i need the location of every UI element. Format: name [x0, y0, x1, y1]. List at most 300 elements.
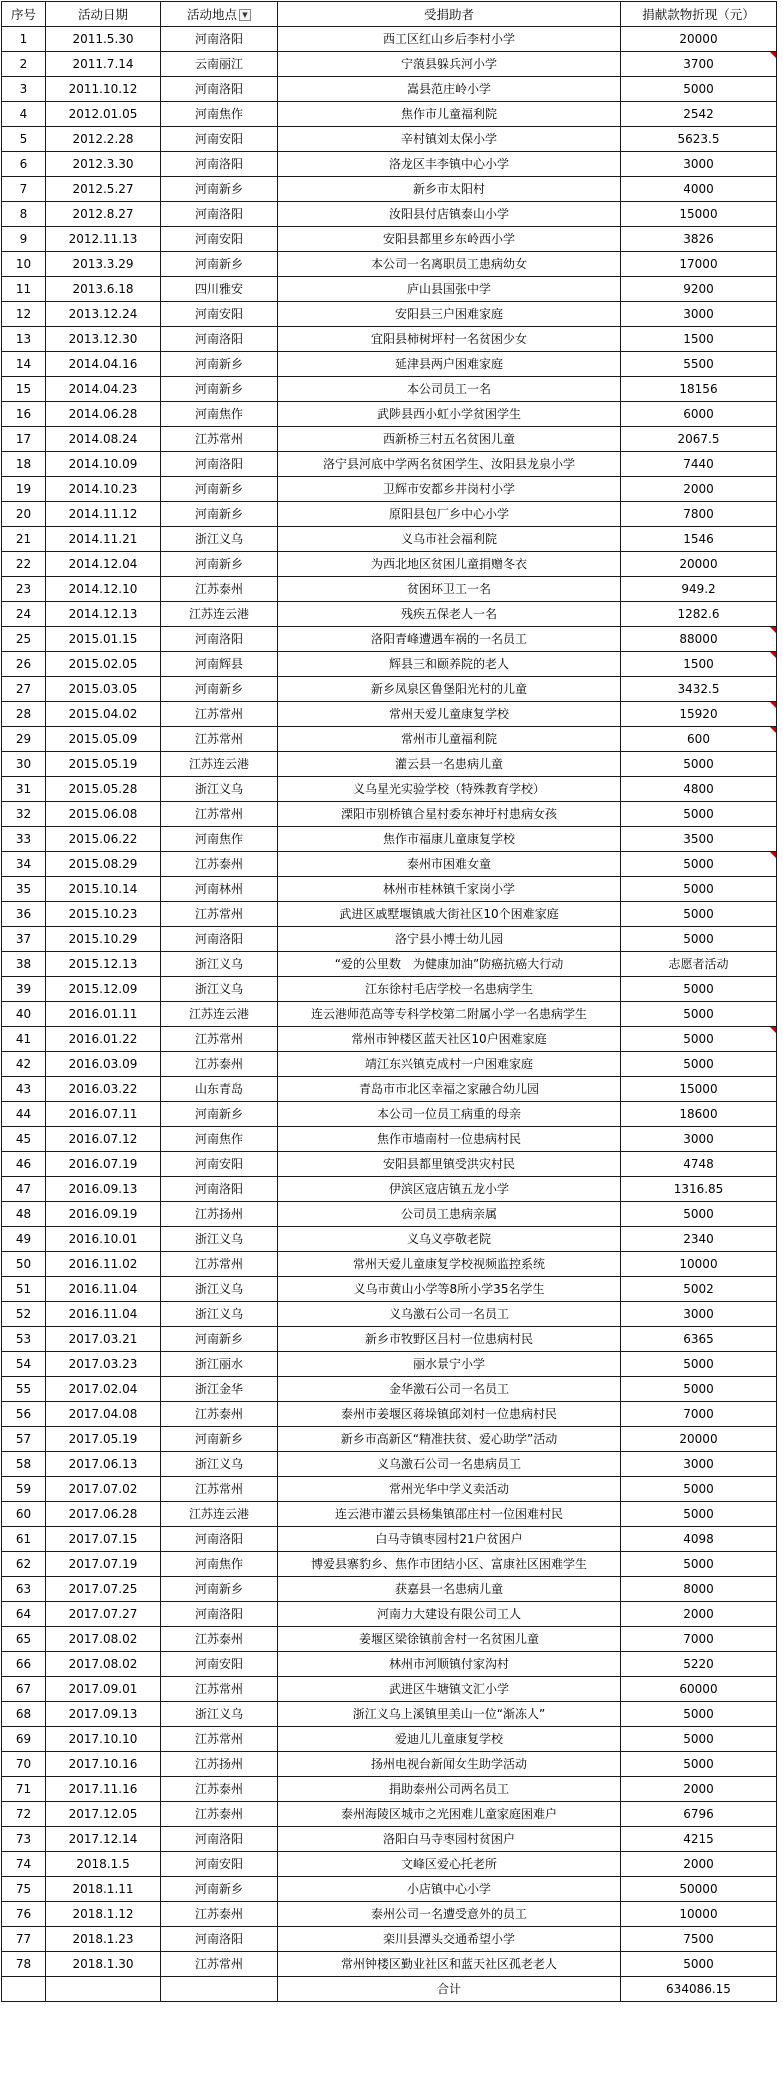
- table-row: [2, 702, 777, 727]
- place-cell: 江苏常州: [161, 1727, 278, 1752]
- place-cell: 河南洛阳: [161, 452, 278, 477]
- amount-cell: 20000: [621, 27, 777, 52]
- table-row: [2, 202, 777, 227]
- amount-cell: 600: [621, 727, 777, 752]
- recipient-cell: 宜阳县柿树坪村一名贫困少女: [278, 327, 621, 352]
- col-header-date: 活动日期: [46, 2, 161, 27]
- recipient-cell: 本公司一位员工病重的母亲: [278, 1102, 621, 1127]
- recipient-cell: 义乌激石公司一名患病员工: [278, 1452, 621, 1477]
- place-cell: 河南安阳: [161, 227, 278, 252]
- date-cell: 2014.06.28: [46, 402, 161, 427]
- amount-cell: 5000: [621, 1002, 777, 1027]
- amount-cell: 5000: [621, 1502, 777, 1527]
- amount-cell: 志愿者活动: [621, 952, 777, 977]
- amount-cell: 60000: [621, 1677, 777, 1702]
- amount-cell: 4748: [621, 1152, 777, 1177]
- recipient-cell: 卫辉市安都乡井岗村小学: [278, 477, 621, 502]
- amount-cell: 5220: [621, 1652, 777, 1677]
- table-row: [2, 77, 777, 102]
- amount-cell: 3700: [621, 52, 777, 77]
- row-number-cell: 58: [2, 1452, 46, 1477]
- recipient-cell: 辉县三和颐养院的老人: [278, 652, 621, 677]
- row-number-cell: 10: [2, 252, 46, 277]
- place-cell: 河南洛阳: [161, 152, 278, 177]
- table-row: [2, 152, 777, 177]
- date-cell: 2011.5.30: [46, 27, 161, 52]
- table-row: [2, 1077, 777, 1102]
- recipient-cell: 义乌市黄山小学等8所小学35名学生: [278, 1277, 621, 1302]
- place-cell: 浙江义乌: [161, 777, 278, 802]
- row-number-cell: 16: [2, 402, 46, 427]
- amount-cell: 8000: [621, 1577, 777, 1602]
- place-cell: 河南新乡: [161, 1877, 278, 1902]
- amount-cell: 5000: [621, 1027, 777, 1052]
- row-number-cell: 39: [2, 977, 46, 1002]
- table-row: [2, 302, 777, 327]
- amount-cell: 2542: [621, 102, 777, 127]
- date-cell: 2014.11.21: [46, 527, 161, 552]
- row-number-cell: 78: [2, 1952, 46, 1977]
- table-row: [2, 1352, 777, 1377]
- place-cell: 河南洛阳: [161, 927, 278, 952]
- recipient-cell: 洛宁县河底中学两名贫困学生、汝阳县龙泉小学: [278, 452, 621, 477]
- date-cell: 2011.7.14: [46, 52, 161, 77]
- place-cell: 江苏连云港: [161, 752, 278, 777]
- recipient-cell: 庐山县国张中学: [278, 277, 621, 302]
- date-cell: 2017.07.02: [46, 1477, 161, 1502]
- place-cell: 江苏泰州: [161, 1627, 278, 1652]
- place-cell: 河南洛阳: [161, 202, 278, 227]
- table-row: [2, 1752, 777, 1777]
- place-cell: 江苏常州: [161, 427, 278, 452]
- amount-cell: 5000: [621, 752, 777, 777]
- place-cell: 河南洛阳: [161, 627, 278, 652]
- place-cell: 河南安阳: [161, 302, 278, 327]
- place-cell: 河南安阳: [161, 1852, 278, 1877]
- date-cell: 2012.2.28: [46, 127, 161, 152]
- table-row: [2, 752, 777, 777]
- row-number-cell: 7: [2, 177, 46, 202]
- row-number-cell: 1: [2, 27, 46, 52]
- amount-cell: 3432.5: [621, 677, 777, 702]
- recipient-cell: 常州天爱儿童康复学校视频监控系统: [278, 1252, 621, 1277]
- date-cell: 2015.04.02: [46, 702, 161, 727]
- date-cell: 2017.02.04: [46, 1377, 161, 1402]
- recipient-cell: 溧阳市别桥镇合星村委东神圩村患病女孩: [278, 802, 621, 827]
- recipient-cell: 青岛市市北区幸福之家融合幼儿园: [278, 1077, 621, 1102]
- amount-cell: 3000: [621, 302, 777, 327]
- date-cell: 2017.07.15: [46, 1527, 161, 1552]
- date-cell: 2015.12.13: [46, 952, 161, 977]
- place-cell: 河南洛阳: [161, 27, 278, 52]
- row-number-cell: 33: [2, 827, 46, 852]
- date-cell: 2017.07.27: [46, 1602, 161, 1627]
- recipient-cell: 义乌市社会福利院: [278, 527, 621, 552]
- place-cell: 河南安阳: [161, 127, 278, 152]
- place-cell: 山东青岛: [161, 1077, 278, 1102]
- place-cell: 江苏泰州: [161, 1052, 278, 1077]
- place-cell: 江苏泰州: [161, 1777, 278, 1802]
- amount-cell: 5002: [621, 1277, 777, 1302]
- date-cell: 2015.03.05: [46, 677, 161, 702]
- row-number-cell: 53: [2, 1327, 46, 1352]
- recipient-cell: 宁蒗县躲兵河小学: [278, 52, 621, 77]
- recipient-cell: 安阳县都里镇受洪灾村民: [278, 1152, 621, 1177]
- amount-cell: 17000: [621, 252, 777, 277]
- amount-cell: 18156: [621, 377, 777, 402]
- place-cell: 河南洛阳: [161, 1177, 278, 1202]
- table-row: [2, 1377, 777, 1402]
- recipient-cell: 焦作市墙南村一位患病村民: [278, 1127, 621, 1152]
- table-row: [2, 1602, 777, 1627]
- place-cell: 江苏常州: [161, 727, 278, 752]
- chevron-down-icon[interactable]: ▼: [239, 9, 251, 21]
- row-number-cell: 40: [2, 1002, 46, 1027]
- row-number-cell: 38: [2, 952, 46, 977]
- date-cell: 2015.02.05: [46, 652, 161, 677]
- amount-cell: 2067.5: [621, 427, 777, 452]
- date-cell: 2017.12.05: [46, 1802, 161, 1827]
- place-cell: 河南新乡: [161, 502, 278, 527]
- table-row: [2, 1102, 777, 1127]
- date-cell: 2017.05.19: [46, 1427, 161, 1452]
- table-row: [2, 1202, 777, 1227]
- row-number-cell: 23: [2, 577, 46, 602]
- date-cell: 2012.11.13: [46, 227, 161, 252]
- date-cell: 2017.09.13: [46, 1702, 161, 1727]
- recipient-cell: 常州钟楼区勤业社区和蓝天社区孤老老人: [278, 1952, 621, 1977]
- table-row: [2, 1152, 777, 1177]
- table-row: [2, 1877, 777, 1902]
- table-row: [2, 177, 777, 202]
- recipient-cell: 汝阳县付店镇泰山小学: [278, 202, 621, 227]
- recipient-cell: 安阳县三户困难家庭: [278, 302, 621, 327]
- row-number-cell: 2: [2, 52, 46, 77]
- row-number-cell: 69: [2, 1727, 46, 1752]
- date-cell: 2011.10.12: [46, 77, 161, 102]
- place-cell: 浙江义乌: [161, 1702, 278, 1727]
- comment-indicator-icon[interactable]: [770, 727, 776, 733]
- row-number-cell: 65: [2, 1627, 46, 1652]
- recipient-cell: 常州市钟楼区蓝天社区10户困难家庭: [278, 1027, 621, 1052]
- amount-cell: 1316.85: [621, 1177, 777, 1202]
- recipient-cell: 泰州公司一名遭受意外的员工: [278, 1902, 621, 1927]
- row-number-cell: 41: [2, 1027, 46, 1052]
- table-row: [2, 1277, 777, 1302]
- table-row: [2, 1627, 777, 1652]
- recipient-cell: 河南力大建设有限公司工人: [278, 1602, 621, 1627]
- recipient-cell: 新乡市牧野区吕村一位患病村民: [278, 1327, 621, 1352]
- row-number-cell: 45: [2, 1127, 46, 1152]
- date-cell: 2017.11.16: [46, 1777, 161, 1802]
- amount-cell: 5000: [621, 852, 777, 877]
- recipient-cell: 安阳县都里乡东岭西小学: [278, 227, 621, 252]
- amount-cell: 7500: [621, 1927, 777, 1952]
- table-row: [2, 977, 777, 1002]
- recipient-cell: 焦作市儿童福利院: [278, 102, 621, 127]
- date-cell: 2015.05.28: [46, 777, 161, 802]
- date-cell: 2017.06.28: [46, 1502, 161, 1527]
- date-cell: 2012.5.27: [46, 177, 161, 202]
- recipient-cell: 武陟县西小虹小学贫困学生: [278, 402, 621, 427]
- place-cell: 四川雅安: [161, 277, 278, 302]
- row-number-cell: 3: [2, 77, 46, 102]
- table-row: [2, 1177, 777, 1202]
- row-number-cell: 59: [2, 1477, 46, 1502]
- amount-cell: 5000: [621, 877, 777, 902]
- recipient-cell: 义乌激石公司一名员工: [278, 1302, 621, 1327]
- date-cell: 2014.08.24: [46, 427, 161, 452]
- recipient-cell: 伊滨区寇店镇五龙小学: [278, 1177, 621, 1202]
- row-number-cell: 19: [2, 477, 46, 502]
- place-cell: 江苏常州: [161, 902, 278, 927]
- comment-indicator-icon[interactable]: [770, 52, 776, 58]
- amount-cell: 2000: [621, 1602, 777, 1627]
- total-blank-cell: [161, 1977, 278, 2002]
- table-row: [2, 902, 777, 927]
- recipient-cell: 延津县两户困难家庭: [278, 352, 621, 377]
- place-cell: 江苏常州: [161, 702, 278, 727]
- row-number-cell: 52: [2, 1302, 46, 1327]
- place-cell: 江苏常州: [161, 1952, 278, 1977]
- row-number-cell: 49: [2, 1227, 46, 1252]
- date-cell: 2015.05.09: [46, 727, 161, 752]
- amount-cell: 7800: [621, 502, 777, 527]
- row-number-cell: 71: [2, 1777, 46, 1802]
- recipient-cell: 姜堰区梁徐镇前舍村一名贫困儿童: [278, 1627, 621, 1652]
- recipient-cell: 文峰区爱心托老所: [278, 1852, 621, 1877]
- table-row: [2, 827, 777, 852]
- amount-cell: 88000: [621, 627, 777, 652]
- recipient-cell: 武进区戚墅堰镇戚大街社区10个困难家庭: [278, 902, 621, 927]
- row-number-cell: 15: [2, 377, 46, 402]
- recipient-cell: 西工区红山乡后李村小学: [278, 27, 621, 52]
- amount-cell: 1500: [621, 652, 777, 677]
- row-number-cell: 48: [2, 1202, 46, 1227]
- amount-cell: 9200: [621, 277, 777, 302]
- place-cell: 浙江金华: [161, 1377, 278, 1402]
- row-number-cell: 44: [2, 1102, 46, 1127]
- comment-indicator-icon[interactable]: [770, 1027, 776, 1033]
- row-number-cell: 37: [2, 927, 46, 952]
- table-row: [2, 52, 777, 77]
- row-number-cell: 11: [2, 277, 46, 302]
- place-cell: 江苏常州: [161, 1027, 278, 1052]
- table-row: [2, 1252, 777, 1277]
- table-row: [2, 1302, 777, 1327]
- recipient-cell: 捐助泰州公司两名员工: [278, 1777, 621, 1802]
- place-cell: 河南洛阳: [161, 1927, 278, 1952]
- table-row: [2, 1727, 777, 1752]
- place-cell: 河南安阳: [161, 1652, 278, 1677]
- amount-cell: 18600: [621, 1102, 777, 1127]
- row-number-cell: 67: [2, 1677, 46, 1702]
- recipient-cell: 常州天爱儿童康复学校: [278, 702, 621, 727]
- recipient-cell: 林州市桂林镇千家岗小学: [278, 877, 621, 902]
- place-cell: 浙江丽水: [161, 1352, 278, 1377]
- table-row: [2, 277, 777, 302]
- table-header-row: [2, 2, 777, 27]
- table-row: [2, 102, 777, 127]
- date-cell: 2017.09.01: [46, 1677, 161, 1702]
- row-number-cell: 22: [2, 552, 46, 577]
- row-number-cell: 66: [2, 1652, 46, 1677]
- amount-cell: 5000: [621, 1952, 777, 1977]
- recipient-cell: 西新桥三村五名贫困儿童: [278, 427, 621, 452]
- table-row: [2, 777, 777, 802]
- table-row: [2, 727, 777, 752]
- recipient-cell: 常州光华中学义卖活动: [278, 1477, 621, 1502]
- amount-cell: 5000: [621, 1052, 777, 1077]
- row-number-cell: 8: [2, 202, 46, 227]
- amount-cell: 2340: [621, 1227, 777, 1252]
- amount-cell: 5000: [621, 1477, 777, 1502]
- amount-cell: 1546: [621, 527, 777, 552]
- date-cell: 2014.10.23: [46, 477, 161, 502]
- recipient-cell: 丽水景宁小学: [278, 1352, 621, 1377]
- place-cell: 河南新乡: [161, 252, 278, 277]
- row-number-cell: 63: [2, 1577, 46, 1602]
- amount-cell: 5000: [621, 1352, 777, 1377]
- recipient-cell: 泰州海陵区城市之光困难儿童家庭困难户: [278, 1802, 621, 1827]
- amount-cell: 3000: [621, 1127, 777, 1152]
- place-cell: 江苏泰州: [161, 577, 278, 602]
- date-cell: 2018.1.12: [46, 1902, 161, 1927]
- recipient-cell: 武进区牛塘镇文汇小学: [278, 1677, 621, 1702]
- recipient-cell: 为西北地区贫困儿童捐赠冬衣: [278, 552, 621, 577]
- date-cell: 2017.04.08: [46, 1402, 161, 1427]
- recipient-cell: 本公司一名离职员工患病幼女: [278, 252, 621, 277]
- amount-cell: 5623.5: [621, 127, 777, 152]
- date-cell: 2016.01.11: [46, 1002, 161, 1027]
- date-cell: 2014.10.09: [46, 452, 161, 477]
- comment-indicator-icon[interactable]: [770, 627, 776, 633]
- date-cell: 2013.12.24: [46, 302, 161, 327]
- table-row: [2, 677, 777, 702]
- row-number-cell: 9: [2, 227, 46, 252]
- recipient-cell: 泰州市姜堰区蒋垛镇邱刘村一位患病村民: [278, 1402, 621, 1427]
- comment-indicator-icon[interactable]: [770, 852, 776, 858]
- recipient-cell: 靖江东兴镇克成村一户困难家庭: [278, 1052, 621, 1077]
- amount-cell: 5000: [621, 802, 777, 827]
- date-cell: 2018.1.11: [46, 1877, 161, 1902]
- place-cell: 河南焦作: [161, 1552, 278, 1577]
- comment-indicator-icon[interactable]: [770, 702, 776, 708]
- place-cell: 河南新乡: [161, 177, 278, 202]
- table-row: [2, 1002, 777, 1027]
- recipient-cell: 浙江义乌上溪镇里美山一位“渐冻人”: [278, 1702, 621, 1727]
- recipient-cell: 新乡凤泉区鲁堡阳光村的儿童: [278, 677, 621, 702]
- date-cell: 2016.07.19: [46, 1152, 161, 1177]
- amount-cell: 15000: [621, 202, 777, 227]
- place-cell: 浙江义乌: [161, 1452, 278, 1477]
- table-row: [2, 527, 777, 552]
- table-row: [2, 802, 777, 827]
- recipient-cell: 灌云县一名患病儿童: [278, 752, 621, 777]
- place-cell: 河南洛阳: [161, 1602, 278, 1627]
- place-cell: 河南新乡: [161, 1577, 278, 1602]
- table-row: [2, 1327, 777, 1352]
- col-header-place[interactable]: [161, 2, 278, 27]
- comment-indicator-icon[interactable]: [770, 652, 776, 658]
- table-row: [2, 1502, 777, 1527]
- amount-cell: 3000: [621, 1452, 777, 1477]
- recipient-cell: 辛村镇刘太保小学: [278, 127, 621, 152]
- table-row: [2, 1702, 777, 1727]
- table-row: [2, 1827, 777, 1852]
- table-row: [2, 1677, 777, 1702]
- table-row: [2, 1027, 777, 1052]
- date-cell: 2017.03.21: [46, 1327, 161, 1352]
- recipient-cell: 新乡市高新区“精准扶贫、爱心助学”活动: [278, 1427, 621, 1452]
- row-number-cell: 27: [2, 677, 46, 702]
- place-cell: 浙江义乌: [161, 1302, 278, 1327]
- table-row: [2, 477, 777, 502]
- place-cell: 河南新乡: [161, 1102, 278, 1127]
- recipient-cell: 连云港师范高等专科学校第二附属小学一名患病学生: [278, 1002, 621, 1027]
- date-cell: 2014.12.10: [46, 577, 161, 602]
- recipient-cell: 原阳县包厂乡中心小学: [278, 502, 621, 527]
- total-blank-cell: [2, 1977, 46, 2002]
- place-cell: 浙江义乌: [161, 1277, 278, 1302]
- date-cell: 2016.03.09: [46, 1052, 161, 1077]
- date-cell: 2018.1.23: [46, 1927, 161, 1952]
- table-row: [2, 1552, 777, 1577]
- recipient-cell: 栾川县潭头交通希望小学: [278, 1927, 621, 1952]
- recipient-cell: 金华激石公司一名员工: [278, 1377, 621, 1402]
- place-cell: 江苏泰州: [161, 1902, 278, 1927]
- table-row: [2, 427, 777, 452]
- amount-cell: 50000: [621, 1877, 777, 1902]
- recipient-cell: 义乌义亭敬老院: [278, 1227, 621, 1252]
- amount-cell: 4800: [621, 777, 777, 802]
- amount-cell: 2000: [621, 1777, 777, 1802]
- date-cell: 2013.3.29: [46, 252, 161, 277]
- date-cell: 2017.10.10: [46, 1727, 161, 1752]
- place-cell: 云南丽江: [161, 52, 278, 77]
- table-row: [2, 1477, 777, 1502]
- col-header-place-label: 活动地点: [186, 6, 237, 22]
- amount-cell: 5000: [621, 1727, 777, 1752]
- amount-cell: 3826: [621, 227, 777, 252]
- recipient-cell: 扬州电视台新闻女生助学活动: [278, 1752, 621, 1777]
- date-cell: 2013.6.18: [46, 277, 161, 302]
- date-cell: 2014.12.13: [46, 602, 161, 627]
- row-number-cell: 50: [2, 1252, 46, 1277]
- date-cell: 2015.06.08: [46, 802, 161, 827]
- amount-cell: 7000: [621, 1402, 777, 1427]
- recipient-cell: 本公司员工一名: [278, 377, 621, 402]
- recipient-cell: 获嘉县一名患病儿童: [278, 1577, 621, 1602]
- amount-cell: 3000: [621, 1302, 777, 1327]
- amount-cell: 10000: [621, 1252, 777, 1277]
- amount-cell: 5000: [621, 1702, 777, 1727]
- date-cell: 2015.10.29: [46, 927, 161, 952]
- date-cell: 2016.11.02: [46, 1252, 161, 1277]
- amount-cell: 1282.6: [621, 602, 777, 627]
- table-row: [2, 1577, 777, 1602]
- table-row: [2, 1052, 777, 1077]
- place-cell: 江苏扬州: [161, 1752, 278, 1777]
- table-row: [2, 27, 777, 52]
- table-row: [2, 127, 777, 152]
- date-cell: 2017.10.16: [46, 1752, 161, 1777]
- place-cell: 河南焦作: [161, 402, 278, 427]
- table-row: [2, 1452, 777, 1477]
- place-cell: 河南焦作: [161, 1127, 278, 1152]
- amount-cell: 5500: [621, 352, 777, 377]
- row-number-cell: 13: [2, 327, 46, 352]
